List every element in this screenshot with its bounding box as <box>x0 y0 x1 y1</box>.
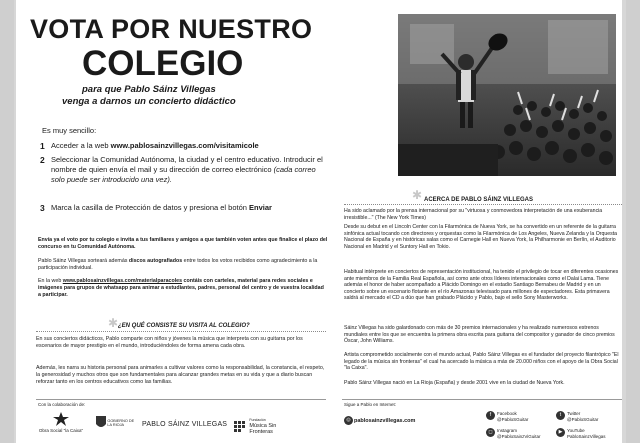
facebook-label: Facebook <box>497 411 517 416</box>
step-1-text: Acceder a la web <box>51 141 111 150</box>
material-url-link[interactable]: www.pablosainzvillegas.com/materialparacoles <box>62 278 183 284</box>
la-caixa-logo <box>36 412 86 433</box>
star-logo-icon <box>51 412 71 426</box>
youtube-link[interactable] <box>567 428 605 439</box>
twitter-icon[interactable]: t <box>556 411 565 420</box>
twitter-handle: @PabloSGuitar <box>567 416 599 422</box>
step-1 <box>40 141 330 151</box>
msf-logo-small: Fundación <box>249 418 266 422</box>
youtube-label: YouTube <box>567 428 585 433</box>
step-1-number: 1 <box>40 141 45 151</box>
concert-photo-illustration <box>398 14 616 176</box>
instagram-label: Instagram <box>497 428 518 433</box>
about-paragraph-5: Artista comprometido socialmente con el mundo actual, Pablo Sáinz Villegas es el fundador del proyecto filantrópico "El legado de la música sin fronteras" el cual ha acercado la música a más de 20.000 niños con el apoyo de la Obra Social "la Caixa". <box>344 352 619 372</box>
title-line-1: VOTA POR NUESTRO <box>30 14 313 44</box>
material-text-b: contáis con carteles, material para redes sociales e imágenes para grupos de whatsapp para animar a estudiantes, padres, personal del centro y de vuestra localidad a participar. <box>38 278 324 298</box>
raffle-text-b: discos autografiados <box>128 258 183 264</box>
la-rioja-logo-text: GOBIERNO DE LA RIOJA <box>107 419 135 427</box>
visit-paragraph-2: Además, les narra su historia personal para animarles a cultivar valores como la responsabilidad, la constancia, el respeto, la generosidad y muchos otros que son fundamentales para alcanzar grandes metas en su vida y que a diario buscan reforzar tanto en los centros educativos como las familias. <box>36 365 325 385</box>
about-paragraph-1: Ha sido aclamado por la prensa internacional por su "virtuosa y conmovedora interpretación de una exuberancia irresistible..." (The New York Times) <box>344 208 603 221</box>
collab-label: Con la colaboración de: <box>38 402 86 407</box>
subtitle-line-2: venga a darnos un concierto didáctico <box>62 96 236 107</box>
la-rioja-logo <box>96 416 140 430</box>
about-paragraph-6: Pablo Sáinz Villegas nació en La Rioja (España) y desde 2001 vive en la ciudad de Nueva York. <box>344 380 565 386</box>
facebook-handle: @PabloSGuitar <box>497 416 529 422</box>
globe-icon: ◎ <box>344 416 353 425</box>
step-3-text: Marca la casilla de Protección de datos y presiona el botón <box>51 203 250 212</box>
material-text-a: En la web <box>38 278 63 284</box>
website-link[interactable]: pablosainzvillegas.com <box>354 418 416 424</box>
bars-logo-icon <box>234 419 248 433</box>
raffle-text-c: entre todos los votos recibidos como agradecimiento a la participación individual. <box>38 258 318 271</box>
about-section-divider <box>344 204 622 205</box>
youtube-handle: PabloSainzVillegas <box>567 433 606 439</box>
step-3-send-label: Enviar <box>249 203 272 212</box>
psv-logo: PABLO SÁINZ VILLEGAS <box>142 421 228 428</box>
concert-photo <box>398 14 616 176</box>
facebook-icon[interactable]: f <box>486 411 495 420</box>
right-margin <box>626 0 640 443</box>
visit-section-divider <box>36 331 326 332</box>
collab-divider <box>36 399 326 400</box>
visit-paragraph-1: En sus conciertos didácticos, Pablo comparte con niños y jóvenes la música que interpreta con su guitarra por los escenarios de mayor prestigio en el mundo, introduciéndoles de forma amena cada obra. <box>36 336 303 349</box>
raffle-text <box>38 258 328 272</box>
asterisk-icon: ✱ <box>108 316 119 330</box>
step-2 <box>40 155 330 185</box>
follow-label: Sigue a Pablo en Internet: <box>344 402 397 407</box>
step-3-number: 3 <box>40 203 45 213</box>
follow-divider <box>342 399 622 400</box>
twitter-label: Twitter <box>567 411 581 416</box>
twitter-link[interactable] <box>567 411 598 422</box>
instagram-handle: @PabloSainzViGuitar <box>497 433 541 439</box>
left-margin <box>0 0 14 443</box>
material-text <box>38 278 328 299</box>
shield-icon <box>96 416 106 430</box>
subtitle-line-1: para que Pablo Sáinz Villegas <box>82 84 216 95</box>
instagram-icon[interactable]: ◻ <box>486 428 495 437</box>
about-paragraph-4: Sáinz Villegas ha sido galardonado con más de 30 premios internacionales y ha realizado numerosos estrenos mundiales entre los que se encuentra la primera obra escrita para guitarra del compositor y ganador de cinco premios Óscar, John Williams. <box>344 325 615 345</box>
youtube-icon[interactable]: ▶ <box>556 428 565 437</box>
msf-logo-text: Música Sin Fronteras <box>249 423 277 435</box>
raffle-text-a: Pablo Sáinz Villegas sorteará además <box>38 258 129 264</box>
la-caixa-logo-text: Obra Social "la Caixa" <box>38 428 84 433</box>
instagram-link[interactable] <box>497 428 541 439</box>
visit-section-title: ¿EN QUÉ CONSISTE SU VISITA AL COLEGIO? <box>118 323 250 329</box>
flyer-page <box>16 0 622 443</box>
vote-invite-text: Envía ya el voto por tu colegio e invita a tus familiares y amigos a que también voten antes que finalice el plazo del concurso en tu Comunidad Autónoma. <box>38 237 328 250</box>
msf-logo <box>234 417 293 435</box>
title-line-2: COLEGIO <box>82 44 244 83</box>
about-section-title: ACERCA DE PABLO SÁINZ VILLEGAS <box>424 197 534 203</box>
step-2-note: (cada correo solo puede ser introducido una vez). <box>51 165 316 184</box>
step-2-text: Seleccionar la Comunidad Autónoma, la ciudad y el centro educativo. Introducir el nombre de quien envía el mail y su dirección de correo electrónico <box>51 155 323 174</box>
asterisk-icon: ✱ <box>412 188 423 202</box>
about-paragraph-3: Habitual intérprete en conciertos de representación institucional, ha tenido el privilegio de tocar en diferentes ocasiones ante miembros de la Familia Real Española, así como ante otros líderes internacionales como el Dalai Lama. Tiene además el honor de haber acompañado a Plácido Domingo en el estadio Santiago Bernabeu de Madrid y en un concierto sobre un escenario flotante en el río Amazonas televisado para millones de espectadores. Esta primavera saldrá al mercado el CD a dúo que han grabado Plácido y Pablo, bajo el sello Sony Masterworks. <box>344 269 619 302</box>
step-3 <box>40 203 330 213</box>
step-2-number: 2 <box>40 155 45 165</box>
facebook-link[interactable] <box>497 411 528 422</box>
steps-intro: Es muy sencillo: <box>42 126 97 135</box>
vote-url-link[interactable]: www.pablosainzvillegas.com/visitamicole <box>110 141 259 150</box>
about-paragraph-2: Desde su debut en el Lincoln Center con la Filarmónica de Nueva York, se ha convertido en un referente de la guitarra sinfónica actual tocando con directores y orquestas como la Filarmónica de Los Angeles, Nueva Zelanda y la Orquesta Nacional de España y en históricas salas como el Carnegie Hall en Nueva York, la Philharmonie en Berlín, el Auditorio Nacional en Madrid y el Suntory Hall en Tokio. <box>344 224 618 250</box>
